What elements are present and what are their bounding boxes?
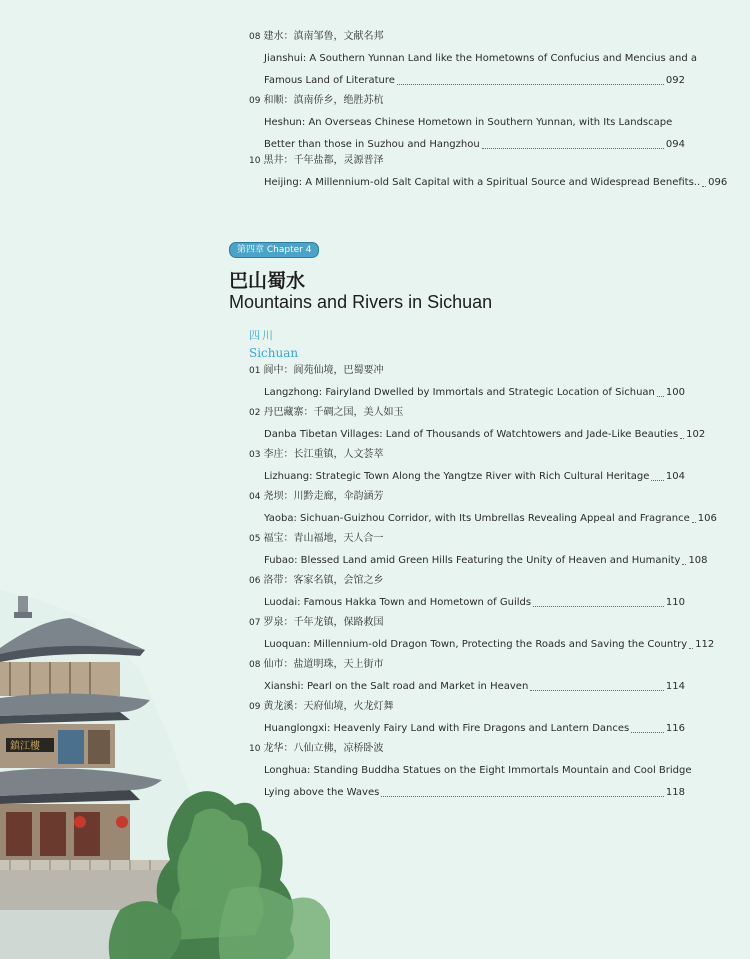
entry-page-number: 100 (665, 387, 685, 398)
entry-page-number: 096 (708, 177, 728, 188)
entry-number: 02 (249, 408, 261, 418)
entry-title-en-line: Jianshui: A Southern Yunnan Land like the Hometowns of Confucius and Mencius and a (264, 53, 698, 64)
dot-leader (689, 648, 693, 649)
dot-leader (680, 438, 684, 439)
entry-number: 09 (249, 702, 261, 712)
entry-number: 10 (249, 744, 261, 754)
entry-title-en-last: Yaoba: Sichuan-Guizhou Corridor, with Its Umbrellas Revealing Appeal and Fragrance (264, 513, 690, 524)
entry-title-en-line: Longhua: Standing Buddha Statues on the Eight Immortals Mountain and Cool Bridge (264, 765, 692, 776)
entry-title-en-last: Luoquan: Millennium-old Dragon Town, Protecting the Roads and Saving the Country (264, 639, 688, 650)
entry-title-en (249, 428, 706, 442)
entry-title-cn (249, 30, 685, 44)
entry-title-cn-text: 黄龙溪：天府仙境，火龙灯舞 (263, 701, 394, 712)
entry-title-cn-text: 罗泉：千年龙镇，保路救国 (263, 617, 384, 628)
entry-title-en-last: Luodai: Famous Hakka Town and Hometown of Guilds (264, 597, 532, 608)
entry-title-cn (249, 364, 685, 378)
toc-entry[interactable] (249, 490, 717, 526)
dot-leader (682, 564, 686, 565)
entry-title-en (249, 386, 685, 400)
entry-number: 01 (249, 366, 261, 376)
entry-title-en-last: Famous Land of Literature (264, 75, 395, 86)
entry-title-en-last: Lizhuang: Strategic Town Along the Yangtze River with Rich Cultural Heritage (264, 471, 650, 482)
entry-title-cn-text: 福宝：青山福地，天人合一 (263, 533, 384, 544)
dot-leader (533, 606, 664, 607)
entry-title-cn (249, 574, 685, 588)
toc-entry[interactable] (249, 406, 706, 442)
entry-title-cn-text: 和顺：滇南侨乡，绝胜苏杭 (263, 95, 384, 106)
entry-title-cn-text: 阆中：阆苑仙境，巴蜀要冲 (263, 365, 384, 376)
chapter-title-en: Mountains and Rivers in Sichuan (229, 292, 493, 312)
toc-entry[interactable] (249, 364, 685, 400)
entry-title-en-last: Better than those in Suzhou and Hangzhou (264, 139, 480, 150)
entry-title-cn (249, 406, 685, 420)
entry-title-cn-text: 李庄：长江重镇，人文荟萃 (263, 449, 384, 460)
entry-title-cn-text: 建水：滇南邹鲁，文献名邦 (263, 31, 384, 42)
entry-number: 09 (249, 96, 261, 106)
entry-title-cn (249, 154, 685, 168)
dot-leader (482, 148, 664, 149)
entry-title-en-last: Huanglongxi: Heavenly Fairy Land with Fire Dragons and Lantern Dances (264, 723, 630, 734)
dot-leader (692, 522, 696, 523)
region-title-en: Sichuan (249, 346, 299, 360)
chapter-title-cn: 巴山蜀水 (229, 270, 306, 292)
entry-number: 08 (249, 660, 261, 670)
entry-title-en-last: Xianshi: Pearl on the Salt road and Market in Heaven (264, 681, 529, 692)
dot-leader (381, 796, 664, 797)
entry-page-number: 108 (688, 555, 708, 566)
entry-page-number: 114 (665, 681, 685, 692)
entry-title-cn (249, 94, 685, 108)
entry-page-number: 104 (665, 471, 685, 482)
entry-title-en (249, 52, 698, 88)
entry-title-cn (249, 532, 685, 546)
toc-entry[interactable] (249, 30, 698, 88)
entry-title-en (249, 176, 728, 190)
entry-number: 10 (249, 156, 261, 166)
toc-entry[interactable] (249, 154, 728, 190)
entry-title-en (249, 116, 685, 152)
entry-title-cn (249, 490, 685, 504)
entry-page-number: 116 (665, 723, 685, 734)
entry-page-number: 102 (686, 429, 706, 440)
entry-number: 07 (249, 618, 261, 628)
dot-leader (702, 186, 706, 187)
entry-page-number: 106 (697, 513, 717, 524)
entry-title-cn-text: 龙华：八仙立佛，凉桥卧波 (263, 743, 384, 754)
entry-page-number: 118 (665, 787, 685, 798)
entry-page-number: 092 (665, 75, 685, 86)
entry-number: 05 (249, 534, 261, 544)
toc-entry[interactable] (249, 448, 685, 484)
entry-title-cn (249, 448, 685, 462)
dot-leader (530, 690, 664, 691)
entry-title-en-line: Heshun: An Overseas Chinese Hometown in Southern Yunnan, with Its Landscape (264, 117, 673, 128)
entry-number: 04 (249, 492, 261, 502)
entry-title-cn-text: 尧坝：川黔走廊，伞韵涵芳 (263, 491, 384, 502)
entry-title-en (249, 470, 685, 484)
dot-leader (657, 396, 664, 397)
entry-title-cn-text: 仙市：盐道明珠，天上街市 (263, 659, 384, 670)
entry-title-en (249, 512, 717, 526)
chapter-tag: 第四章 Chapter 4 (229, 242, 319, 258)
entry-page-number: 094 (665, 139, 685, 150)
entry-title-en-last: Lying above the Waves (264, 787, 380, 798)
entry-number: 06 (249, 576, 261, 586)
toc-entry[interactable] (249, 532, 708, 568)
region-title-cn: 四川 (249, 329, 275, 342)
entry-title-en-last: Danba Tibetan Villages: Land of Thousands of Watchtowers and Jade-Like Beauties (264, 429, 679, 440)
dot-leader (397, 84, 664, 85)
entry-title-en (249, 554, 708, 568)
entry-title-cn-text: 黑井：千年盐都，灵源普泽 (263, 155, 384, 166)
entry-title-en-last: Fubao: Blessed Land amid Green Hills Featuring the Unity of Heaven and Humanity (264, 555, 681, 566)
entry-title-en-last: Heijing: A Millennium-old Salt Capital with a Spiritual Source and Widespread Benefits.. (264, 177, 701, 188)
dot-leader (631, 732, 664, 733)
entry-page-number: 112 (695, 639, 715, 650)
entry-page-number: 110 (665, 597, 685, 608)
entry-number: 03 (249, 450, 261, 460)
entry-title-en-last: Langzhong: Fairyland Dwelled by Immortals and Strategic Location of Sichuan (264, 387, 655, 398)
entry-title-cn-text: 丹巴藏寨：千碉之国，美人如玉 (263, 407, 404, 418)
toc-entry[interactable] (249, 94, 685, 152)
dot-leader (651, 480, 664, 481)
pagoda-illustration (0, 590, 330, 959)
entry-number: 08 (249, 32, 261, 42)
pagoda-sign: 鎮江樓 (10, 741, 40, 752)
entry-title-cn-text: 洛带：客家名镇，会馆之乡 (263, 575, 384, 586)
